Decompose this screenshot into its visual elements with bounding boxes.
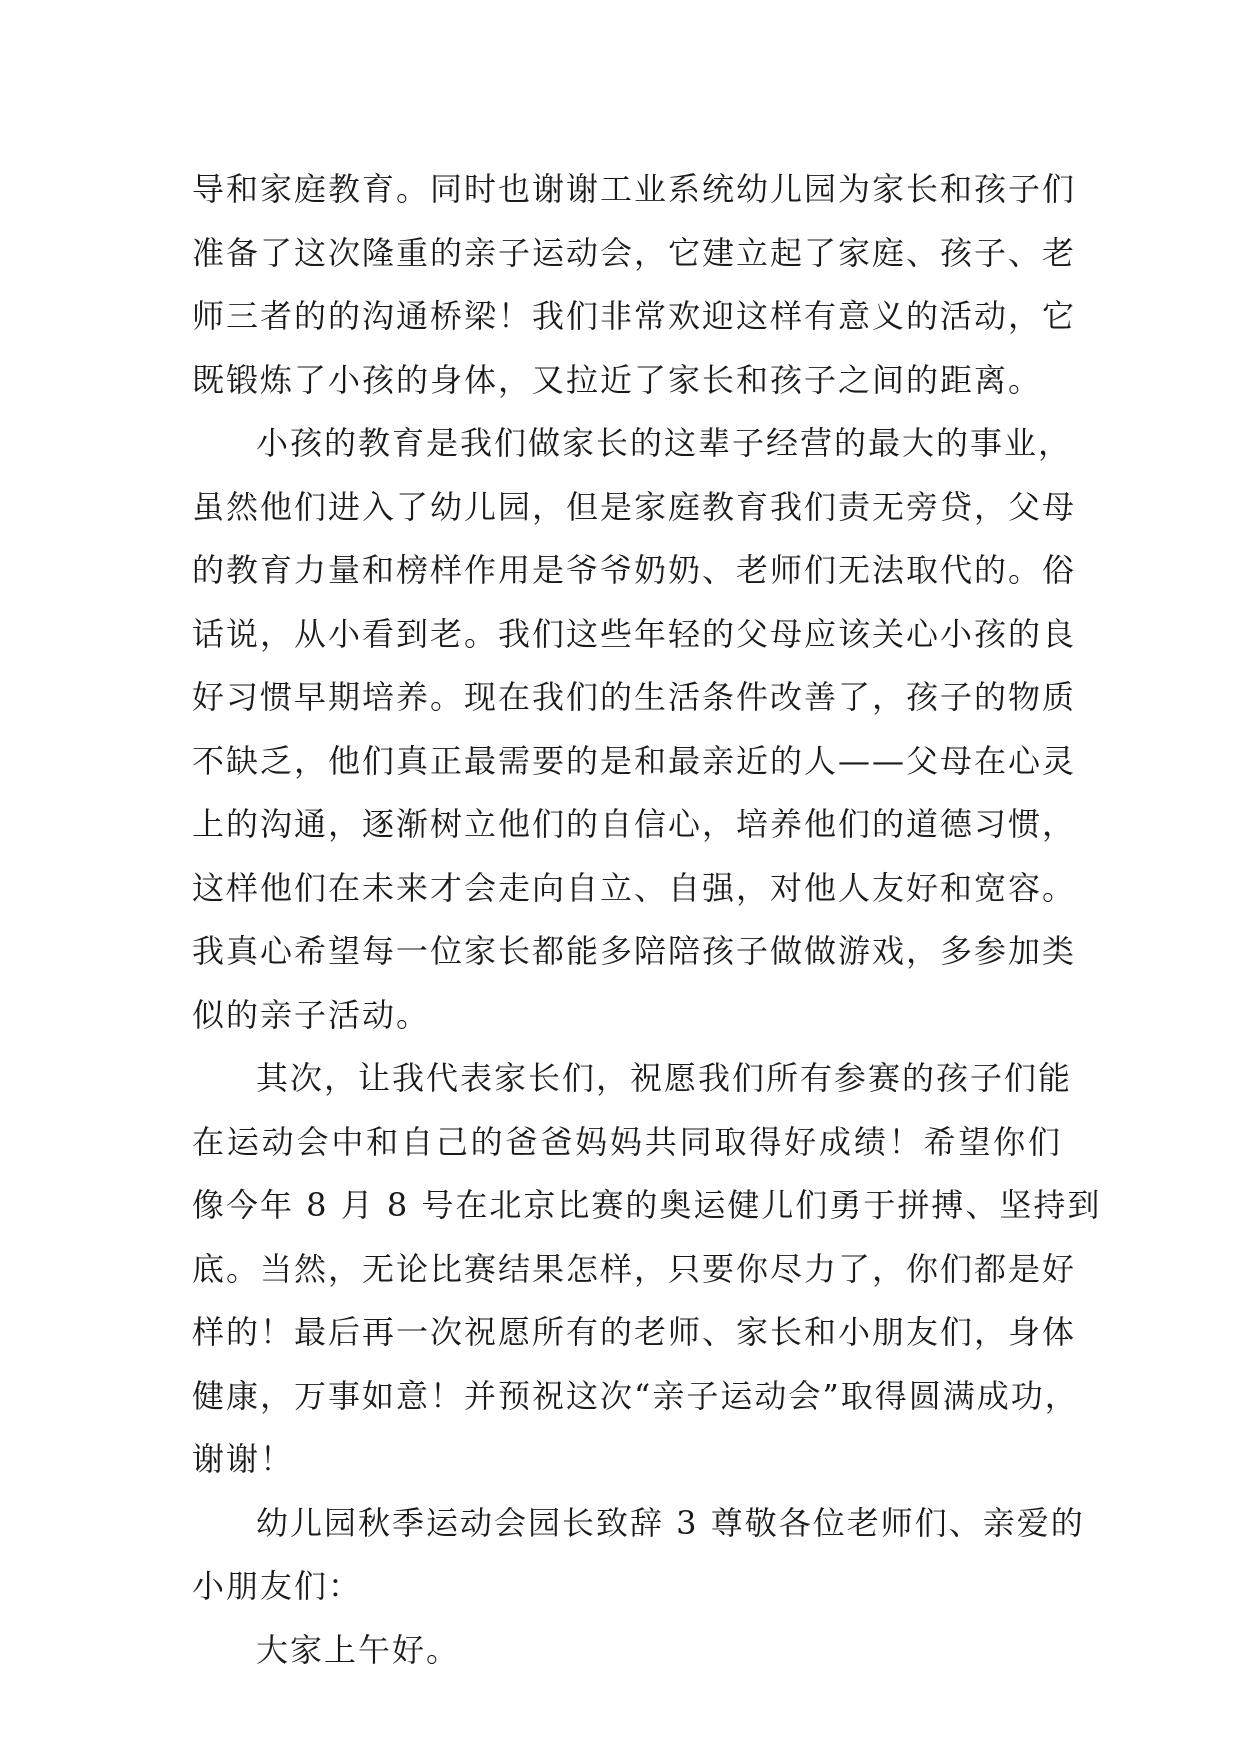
text-line: 师三者的的沟通桥梁！我们非常欢迎这样有意义的活动，它 (192, 297, 1077, 335)
paragraph-first-line: 小孩的教育是我们做家长的这辈子经营的最大的事业， (256, 424, 1073, 462)
paragraph-first-line: 幼儿园秋季运动会园长致辞 3 尊敬各位老师们、亲爱的 (256, 1503, 1085, 1542)
text-line: 健康，万事如意！并预祝这次“亲子运动会”取得圆满成功， (192, 1376, 1079, 1415)
paragraph-first-line: 其次，让我代表家长们，祝愿我们所有参赛的孩子们能 (256, 1059, 1073, 1097)
text-line: 好习惯早期培养。现在我们的生活条件改善了，孩子的物质 (192, 678, 1077, 716)
text-line: 既锻炼了小孩的身体，又拉近了家长和孩子之间的距离。 (192, 360, 1043, 399)
text-line: 我真心希望每一位家长都能多陪陪孩子做做游戏，多参加类 (192, 932, 1077, 970)
text-line: 虽然他们进入了幼儿园，但是家庭教育我们责无旁贷，父母 (192, 487, 1077, 526)
text-line: 导和家庭教育。同时也谢谢工业系统幼儿园为家长和孩子们 (192, 170, 1077, 208)
text-line: 底。当然，无论比赛结果怎样，只要你尽力了，你们都是好 (192, 1249, 1077, 1288)
text-line: 样的！最后再一次祝愿所有的老师、家长和小朋友们，身体 (192, 1313, 1077, 1351)
text-line: 的教育力量和榜样作用是爷爷奶奶、老师们无法取代的。俗 (192, 551, 1077, 589)
text-line: 这样他们在未来才会走向自立、自强，对他人友好和宽容。 (192, 868, 1077, 907)
paragraph-first-line: 大家上午好。 (256, 1630, 461, 1669)
text-line: 似的亲子活动。 (192, 995, 431, 1034)
document-body (192, 158, 1102, 1682)
text-line: 准备了这次隆重的亲子运动会，它建立起了家庭、孩子、老 (192, 233, 1077, 272)
text-line: 不缺乏，他们真正最需要的是和最亲近的人——父母在心灵 (192, 741, 1077, 780)
text-line: 小朋友们： (192, 1567, 363, 1605)
text-line: 话说，从小看到老。我们这些年轻的父母应该关心小孩的良 (192, 614, 1077, 653)
text-line: 谢谢！ (192, 1440, 295, 1478)
text-line: 像今年 8 月 8 号在北京比赛的奥运健儿们勇于拼搏、坚持到 (192, 1186, 1102, 1224)
text-line: 在运动会中和自己的爸爸妈妈共同取得好成绩！希望你们 (192, 1122, 1062, 1161)
text-line: 上的沟通，逐渐树立他们的自信心，培养他们的道德习惯， (192, 805, 1077, 843)
